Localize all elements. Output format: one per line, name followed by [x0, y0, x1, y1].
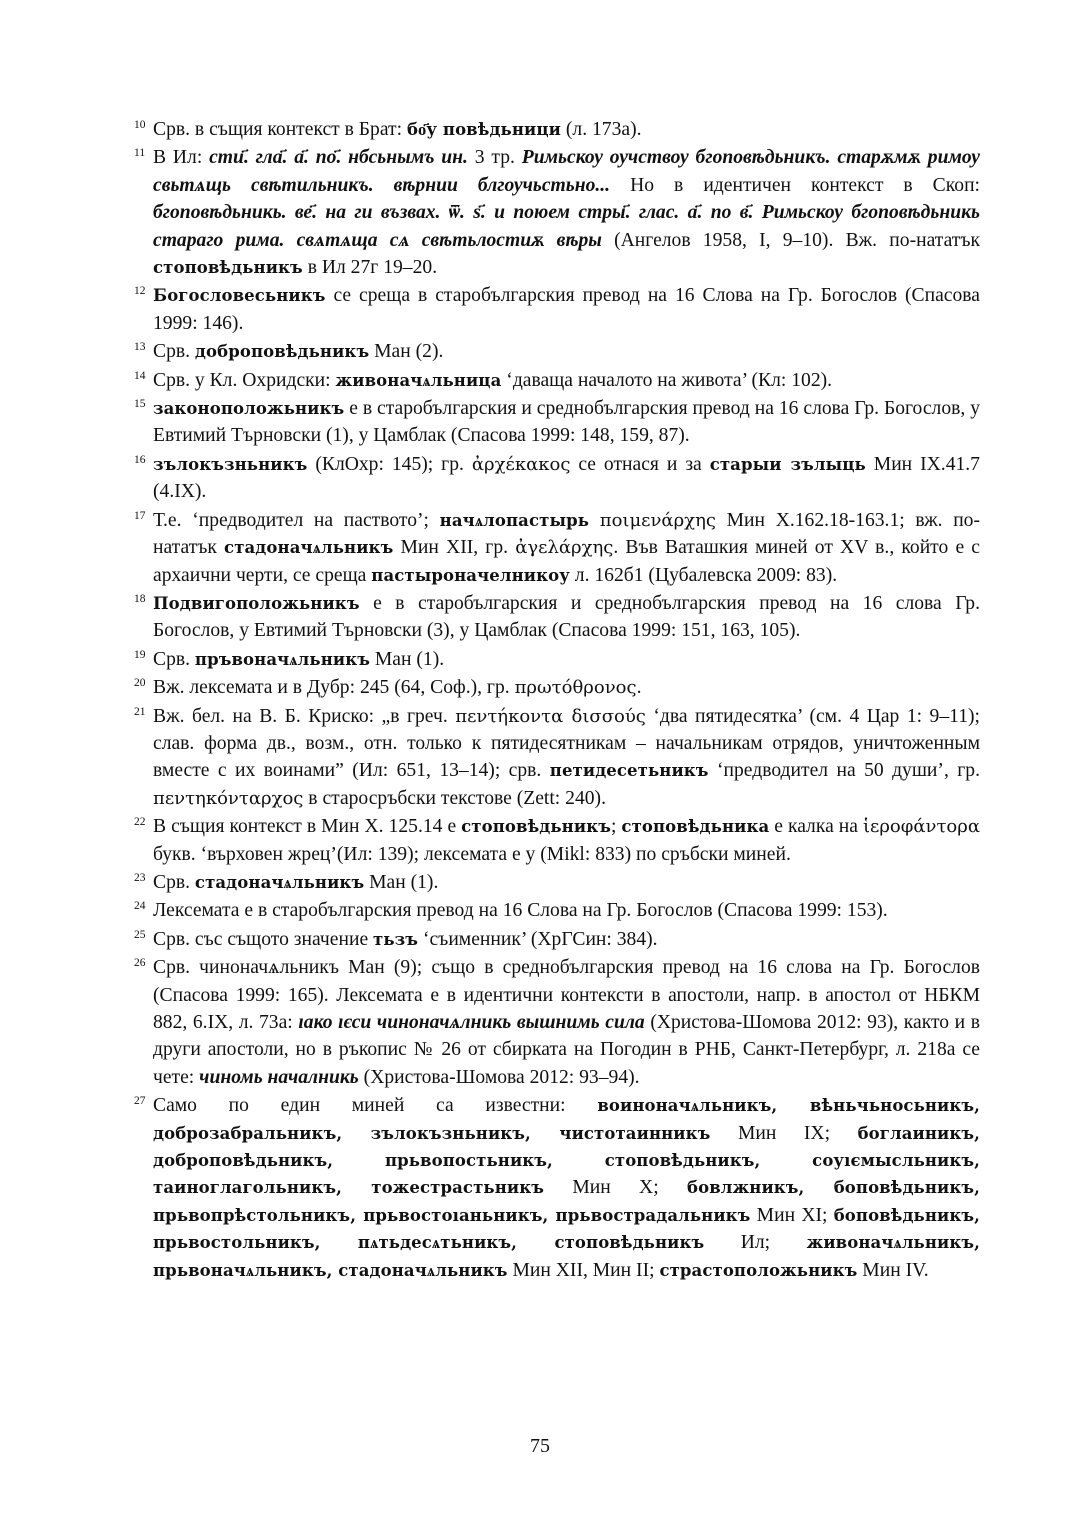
- footnote-number: 17: [134, 509, 146, 522]
- footnote-21: [134, 703, 980, 813]
- church-slavonic-term: тьзъ: [373, 929, 419, 949]
- footnote-text: Мин IX;: [710, 1122, 858, 1144]
- footnote-text: Вж. лексемата и в Дубр: 245 (64, Соф.), гр.: [153, 677, 515, 699]
- church-slavonic-term: стоповѣдьника: [621, 817, 770, 837]
- footnote-text: Срв. у Кл. Охридски:: [153, 369, 336, 391]
- footnote-text: Ил;: [704, 1232, 807, 1254]
- church-slavonic-term: боглаиникъ, доброповѣдьникъ, прьвопостьникъ, стоповѣдьникъ, соуıємысльникъ, таиноглагольникъ, тожестрастьникъ: [153, 1123, 980, 1198]
- footnote-26: [134, 954, 980, 1091]
- footnote-text: Срв. чиноначѧльникъ: [153, 957, 339, 979]
- footnote-text: ‘предводител на 50 души’, гр.: [708, 760, 980, 782]
- footnote-number: 22: [134, 816, 146, 829]
- footnote-number: 26: [134, 957, 146, 970]
- church-slavonic-term: ıако ıєси чиноначѧлникь вышнимь сила: [298, 1012, 645, 1033]
- footnote-text: Ман (2).: [369, 341, 444, 363]
- footnote-text: (л. 173а).: [561, 119, 642, 140]
- footnote-24: [134, 897, 980, 924]
- footnote-number: 16: [134, 453, 146, 466]
- church-slavonic-term: живоначѧльникъ, прьвоначѧльникъ, стадоначѧльникъ: [153, 1233, 980, 1280]
- church-slavonic-term: страстоположьникъ: [659, 1260, 858, 1280]
- footnote-10: [134, 116, 980, 143]
- footnote-20: [134, 674, 980, 701]
- church-slavonic-term: живоначѧльница: [335, 370, 502, 390]
- footnote-number: 20: [134, 677, 146, 690]
- church-slavonic-term: стоповѣдьникъ: [153, 258, 303, 278]
- footnote-22: [134, 813, 980, 868]
- footnote-text: Но в идентичен контекст в Скоп:: [610, 174, 980, 196]
- church-slavonic-term: законоположьникъ: [153, 399, 345, 419]
- footnote-text: .: [636, 677, 642, 699]
- footnote-text: Мин X;: [543, 1177, 687, 1199]
- footnote-number: 15: [134, 398, 146, 411]
- greek-term: πεντήκοντα δισσούς: [455, 705, 646, 727]
- footnote-text: ‘съименник’ (ХрГСин: 384).: [418, 928, 658, 950]
- footnote-text: Ман (9); също в среднобългарския превод на 16 слова на Гр. Богослов (Спасова 1999: 165). Лексемата е в идентични контексти в апостоли, напр. в апостол от НБКМ 882, 6.IX, л. 73а:: [153, 957, 980, 1033]
- footnote-text: Мин XI;: [750, 1204, 834, 1226]
- footnote-text: Само по един миней са известни:: [153, 1095, 598, 1117]
- church-slavonic-term: бовлжникъ, боповѣдьникъ, прьвопрѣстольникъ, прьвостоıаньникъ, прьвострадальникъ: [153, 1178, 980, 1225]
- footnote-19: [134, 646, 980, 673]
- footnote-17: [134, 507, 980, 589]
- greek-term: πρωτόθρονος: [514, 677, 637, 699]
- church-slavonic-term: сти҃. гла҃. а҃. по҃. нбсьнымъ ин.: [209, 147, 468, 169]
- footnote-text: 3 тр.: [467, 147, 522, 169]
- greek-term: ἱεροφάντορα: [862, 816, 980, 838]
- footnote-11: [134, 144, 980, 281]
- church-slavonic-term: стадоначѧльникъ: [194, 872, 365, 892]
- footnote-text: (Христова-Шомова 2012: 93–94).: [358, 1066, 640, 1088]
- page-number: 75: [530, 1435, 550, 1457]
- footnote-number: 10: [134, 119, 146, 131]
- church-slavonic-term: зълокъзньникъ: [153, 454, 308, 474]
- church-slavonic-term: старыи зълыць: [709, 454, 866, 474]
- footnote-text: Ман (1).: [364, 871, 439, 893]
- footnote-text: Лексемата е в старобългарския превод на 16 Слова на Гр. Богослов (Спасова 1999: 153).: [153, 900, 888, 922]
- footnote-text: букв. ‘върховен жрец’(Ил: 139); лексемата е у (Mikl: 833) по сръбски миней.: [153, 843, 791, 865]
- footnote-23: [134, 869, 980, 896]
- footnote-number: 18: [134, 592, 146, 605]
- footnote-text: Мин IX.41.7 (4.IX).: [153, 453, 980, 503]
- church-slavonic-term: доброповѣдьникъ: [194, 342, 370, 362]
- church-slavonic-term: боповѣдьникъ, прьвостольникъ, пѧтьдесѧтьникъ, стоповѣдьникъ: [153, 1205, 980, 1253]
- footnote-text: Мин IV.: [857, 1259, 929, 1281]
- footnote-number: 24: [134, 900, 146, 913]
- footnote-text: Мин XII, гр.: [393, 537, 516, 559]
- church-slavonic-term: петидесетьникъ: [549, 761, 709, 781]
- footnote-number: 13: [134, 341, 146, 354]
- footnote-text: . Във Ваташкия миней от XV в., който е с архаични черти, се среща: [153, 537, 981, 586]
- church-slavonic-term: пръвоначѧльникъ: [194, 649, 370, 669]
- footnote-text: се среща в старобългарския превод на 16 Слова на Гр. Богослов (Спасова 1999: 146).: [153, 285, 980, 334]
- church-slavonic-term: Богословесьникъ: [153, 286, 326, 306]
- footnote-25: [134, 926, 980, 953]
- footnote-14: [134, 367, 980, 394]
- footnote-text: Мин X.162.18-163.1; вж. по-нататък: [153, 509, 981, 559]
- church-slavonic-term: стоповѣдьникъ: [461, 817, 611, 837]
- footnote-text: (Ангелов 1958, I, 9–10). Вж. по-нататък: [601, 229, 980, 251]
- footnote-text: (КлОхр: 145); гр.: [307, 453, 472, 475]
- footnote-18: [134, 590, 980, 645]
- footnote-text: в Ил 27г 19–20.: [302, 257, 438, 279]
- footnote-text: се отнася и за: [570, 453, 710, 475]
- footnote-text: ‘даваща началото на живота’ (Кл: 102).: [501, 369, 833, 391]
- footnote-text: [589, 510, 600, 531]
- greek-term: ποιμενάρχης: [599, 509, 716, 531]
- footnote-text: Ман (1).: [369, 648, 445, 670]
- footnote-text: Срв.: [153, 648, 195, 670]
- footnote-27: [134, 1092, 980, 1284]
- footnote-number: 23: [134, 871, 146, 884]
- footnote-number: 14: [134, 369, 146, 382]
- church-slavonic-term: бгоповѣдьникь. ве҃. на ги възвах. ѿ. ѕ҃. и поюем стры҃. глас. а҃. по в҃. Римьскоу бгоповѣдьникь стараго рима. свѧтѧща сѧ свѣтьлостиѫ вѣры: [153, 202, 980, 251]
- footnote-text: Срв.: [153, 871, 195, 893]
- footnote-text: (Христова-Шомова 2012: 93), както и в други апостоли, но в ръкопис № 26 от сбирката на Погодин в РНБ, Санкт-Петербург, л. 218а се чете:: [153, 1012, 980, 1088]
- footnotes-section: [134, 116, 980, 1285]
- footnote-text: Мин XII, Мин II;: [507, 1259, 660, 1281]
- footnote-16: [134, 451, 980, 506]
- footnote-number: 21: [134, 705, 146, 718]
- footnote-text: Срв.: [153, 341, 195, 363]
- footnote-13: [134, 338, 980, 365]
- church-slavonic-term: Подвигоположьникъ: [153, 593, 360, 613]
- footnote-12: [134, 282, 980, 337]
- footnote-text: ‘два пятидесятка’ (см. 4 Цар 1: 9–11); слав. форма дв., возм., отн. только к пятидесятникам – начальникам отрядов, уничтоженным вместе с их воинами” (Ил: 651, 13–14); срв.: [153, 705, 980, 782]
- footnote-text: е в старобългарския и среднобългарския превод на 16 слова Гр. Богослов, у Евтимий Търновски (1), у Цамблак (Спасова 1999: 148, 159, 87).: [153, 398, 980, 447]
- church-slavonic-term: чиномь началникь: [199, 1066, 359, 1088]
- greek-term: ἀρχέκακος: [471, 453, 571, 475]
- footnote-text: л. 162б1 (Цубалевска 2009: 83).: [569, 564, 838, 586]
- footnote-text: ;: [610, 816, 622, 838]
- footnote-15: [134, 395, 980, 450]
- church-slavonic-term: воиноначѧльникъ, вѣньчьносьникъ, доброзабральникъ, зълокъзньникъ, чистотаинникъ: [153, 1096, 980, 1143]
- footnote-text: В същия контекст в Мин X. 125.14 е: [153, 816, 462, 838]
- footnote-text: В Ил:: [153, 147, 210, 169]
- church-slavonic-term: пастыроначелникоу: [371, 565, 570, 585]
- footnote-number: 19: [134, 648, 146, 661]
- footnote-number: 25: [134, 928, 146, 941]
- church-slavonic-term: стадоначѧльникъ: [224, 538, 394, 558]
- footnote-text: е в старобългарския и среднобългарския превод на 16 слова Гр. Богослов, у Евтимий Търновски (3), у Цамблак (Спасова 1999: 151, 163, 105).: [153, 592, 980, 642]
- greek-term: πεντηκόνταρχος: [153, 787, 304, 809]
- footnote-number: 27: [134, 1095, 146, 1108]
- greek-term: ἀγελάρχης: [515, 537, 614, 559]
- footnote-text: Т.е. ‘предводител на паството’;: [153, 509, 440, 531]
- footnote-number: 12: [134, 285, 146, 298]
- church-slavonic-term: бо҃у повѣдьници: [406, 120, 561, 139]
- footnote-text: е калка на: [769, 816, 863, 838]
- footnote-text: Срв. в същия контекст в Брат:: [153, 119, 407, 140]
- church-slavonic-term: Римьскоу оучствоу бгоповѣдьникъ. старѫмѫ римоу свьтѧщь свѣтильникъ. вѣрнии блгоучьстьно...: [153, 147, 980, 196]
- church-slavonic-term: начѧлопастырь: [439, 510, 590, 530]
- footnote-text: в старосръбски текстове (Zett: 240).: [303, 787, 606, 809]
- footnote-text: Вж. бел. на В. Б. Криско: „в греч.: [153, 705, 456, 727]
- footnote-number: 11: [134, 147, 146, 160]
- footnote-text: Срв. със същото значение: [153, 928, 374, 950]
